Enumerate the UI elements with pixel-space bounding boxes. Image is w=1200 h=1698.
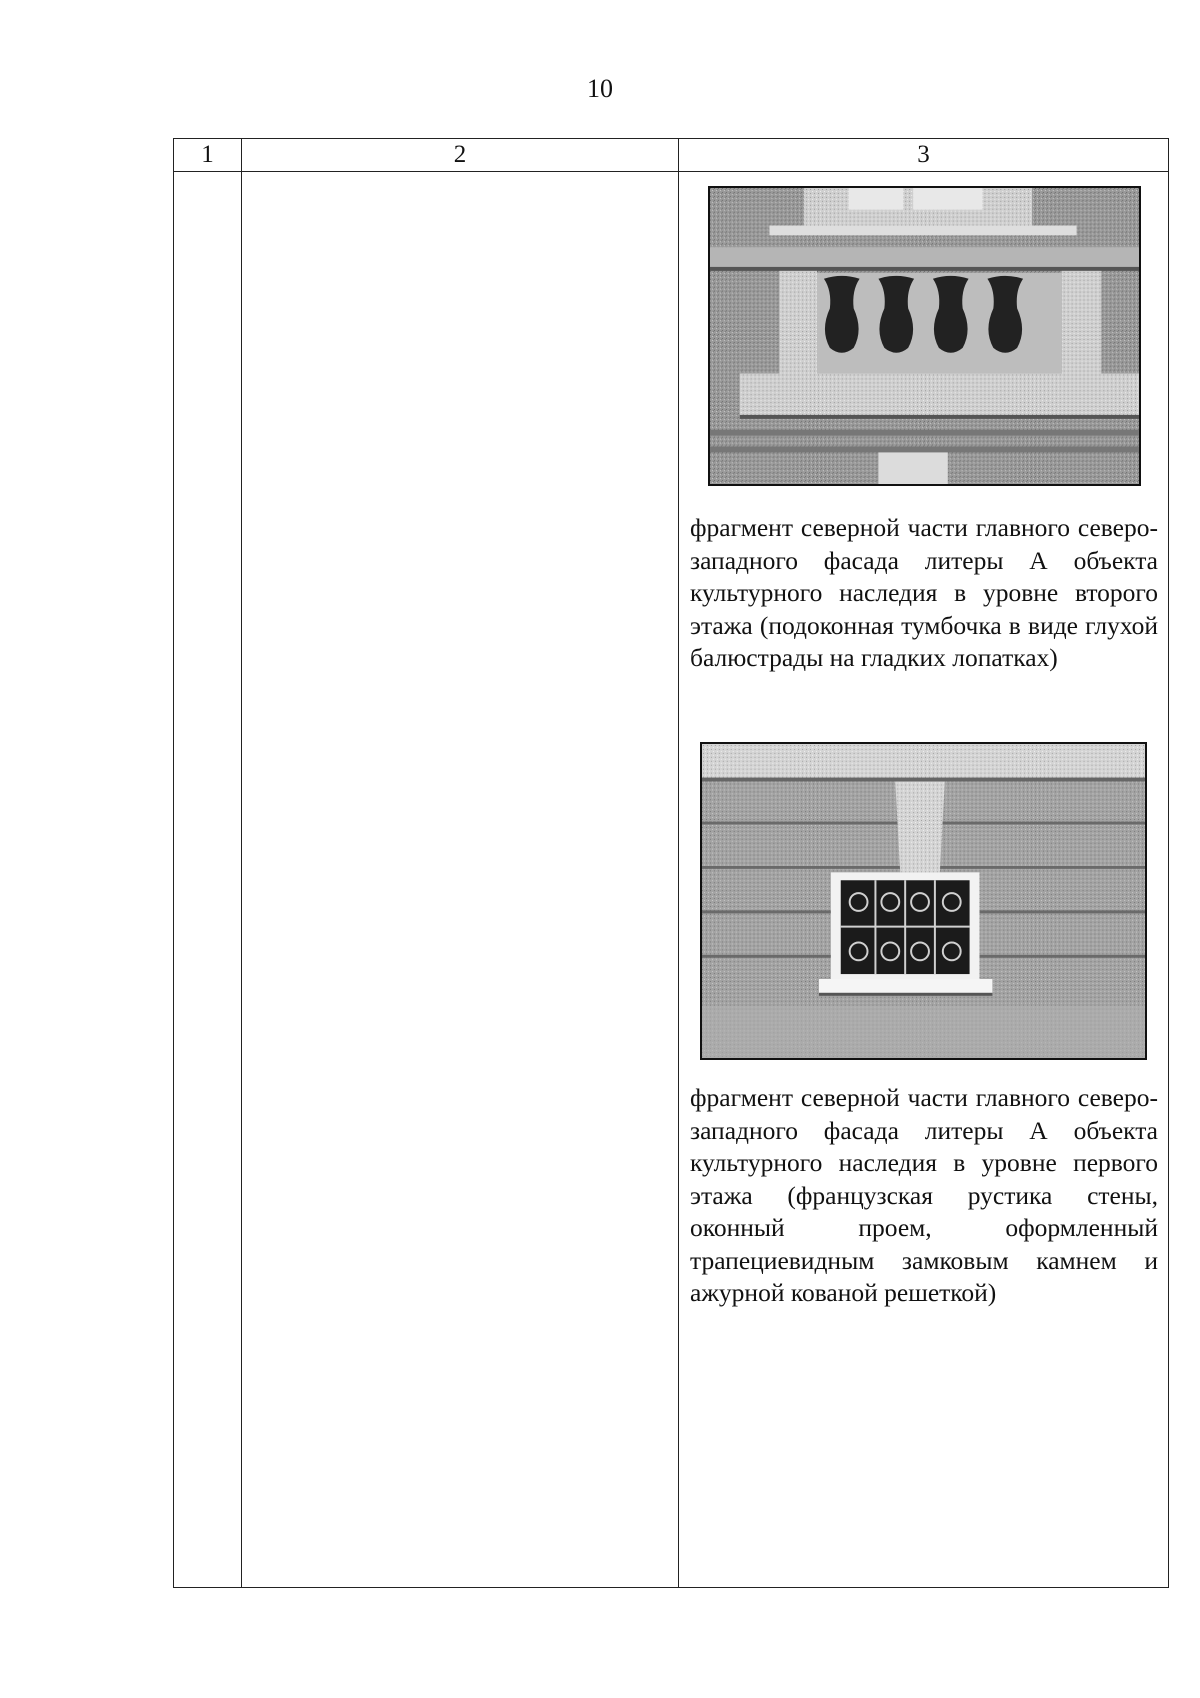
photo-caption: фрагмент северной части главного северо-западного фасада литеры А объекта культурного наследия в уровне первого этажа (французская рустика стены, оконный проем, оформленный трапециевидным замковым камнем и ажурной кованой решеткой) <box>690 1083 1158 1307</box>
document-table <box>173 138 1169 1588</box>
table-header-row <box>174 139 1169 172</box>
wrought-iron-grille-window-photo <box>700 742 1147 1060</box>
row-cell-1 <box>174 172 242 1588</box>
header-cell-2: 2 <box>242 139 679 172</box>
page-number: 10 <box>587 74 613 103</box>
table-row <box>174 172 1169 1588</box>
row-cell-2 <box>242 172 679 1588</box>
header-cell-3: 3 <box>679 139 1169 172</box>
header-cell-1: 1 <box>174 139 242 172</box>
balustrade-windowsill-photo <box>708 186 1141 486</box>
photo-caption: фрагмент северной части главного северо-западного фасада литеры А объекта культурного наследия в уровне второго этажа (подоконная тумбочка в виде глухой балюстрады на гладких лопатках) <box>690 513 1158 672</box>
row-cell-3 <box>679 172 1169 1588</box>
